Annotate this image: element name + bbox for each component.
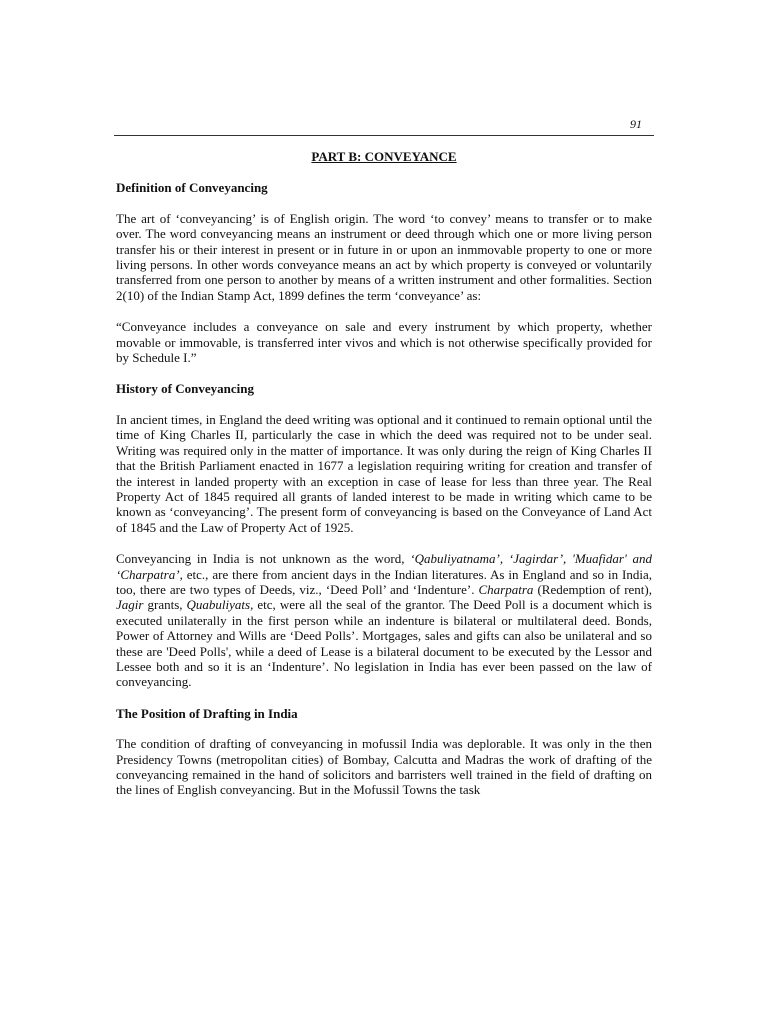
- header-rule: [114, 135, 654, 136]
- italic-term-quabuliyats: Quabuliyats: [186, 597, 251, 613]
- document-body: [116, 149, 652, 814]
- text-run: Conveyancing in India is not unknown as the word,: [116, 551, 411, 567]
- italic-term-charpatra: Charpatra: [478, 581, 534, 597]
- part-title: PART B: CONVEYANCE: [311, 149, 457, 164]
- text-run: grants,: [143, 597, 187, 613]
- quote-stamp-act: “Conveyance includes a conveyance on sale and every instrument by which property, whether movable or immovable, is transferred inter vivos and which is not otherwise specifically provided for by Schedule I.”: [116, 319, 652, 366]
- italic-term-jagir: Jagir: [116, 597, 144, 613]
- paragraph-definition: The art of ‘conveyancing’ is of English origin. The word ‘to convey’ means to transfer or to make over. The word conveyancing means an instrument or deed through which one or more living person transfer his or their interest in present or in future in or upon an inmmovable property to one or more living persons. In other words conveyance means an act by which property is conveyed or voluntarily transferred from one person to another by means of a written instrument and other formalities. Section 2(10) of the Indian Stamp Act, 1899 defines the term ‘conveyance’ as:: [116, 210, 652, 303]
- paragraph-history-england: In ancient times, in England the deed writing was optional and it continued to remain optional until the time of King Charles II, particularly the case in which the deed was required not to be under seal. Writing was required only in the matter of importance. It was only during the reign of King Charles II that the British Parliament enacted in 1677 a legislation requiring writing for creation and transfer of the interest in landed property with an exception in case of lease for less than three year. The Real Property Act of 1845 required all grants of landed interest to be made in writing which came to be known as ‘conveyancing’. The present form of conveyancing is based on the Conveyance of Land Act of 1845 and the Law of Property Act of 1925.: [116, 411, 652, 535]
- text-run: , etc., are there from ancient days in the Indian literatures. As in England and so in India, too, there are two types of Deeds, viz., ‘Deed Poll’ and ‘Indenture’.: [116, 566, 652, 597]
- section-heading-drafting: The Position of Drafting in India: [116, 705, 298, 721]
- italic-terms: ‘Qabuliyatnama’, ‘Jagirdar’, 'Muafidar' and ‘Charpatra’: [116, 551, 653, 582]
- section-heading-definition: Definition of Conveyancing: [116, 180, 268, 196]
- section-heading-history: History of Conveyancing: [116, 381, 254, 397]
- paragraph-drafting: The condition of drafting of conveyancing in mofussil India was deplorable. It was only in the then Presidency Towns (metropolitan cities) of Bombay, Calcutta and Madras the work of drafting of the conveyancing remained in the hand of solicitors and barristers well trained in the field of drafting on the lines of English conveyancing. But in the Mofussil Towns the task: [116, 736, 652, 798]
- text-run: , etc, were all the seal of the grantor. The Deed Poll is a document which is executed unilaterally in the first person while an indenture is bilateral or multilateral deed. Bonds, Power of Attorney and Wills are ‘Deed Polls’. Mortgages, sales and gifts can also be unilateral and so these are 'Deed Polls', while a deed of Lease is a bilateral document to be executed by the Lessor and Lessee both and so it is an ‘Indenture’. No legislation in India has ever been passed on the law of conveyancing.: [116, 597, 652, 690]
- text-run: (Redemption of rent),: [533, 581, 653, 597]
- paragraph-history-india: [116, 551, 652, 690]
- page-number: 91: [630, 117, 642, 131]
